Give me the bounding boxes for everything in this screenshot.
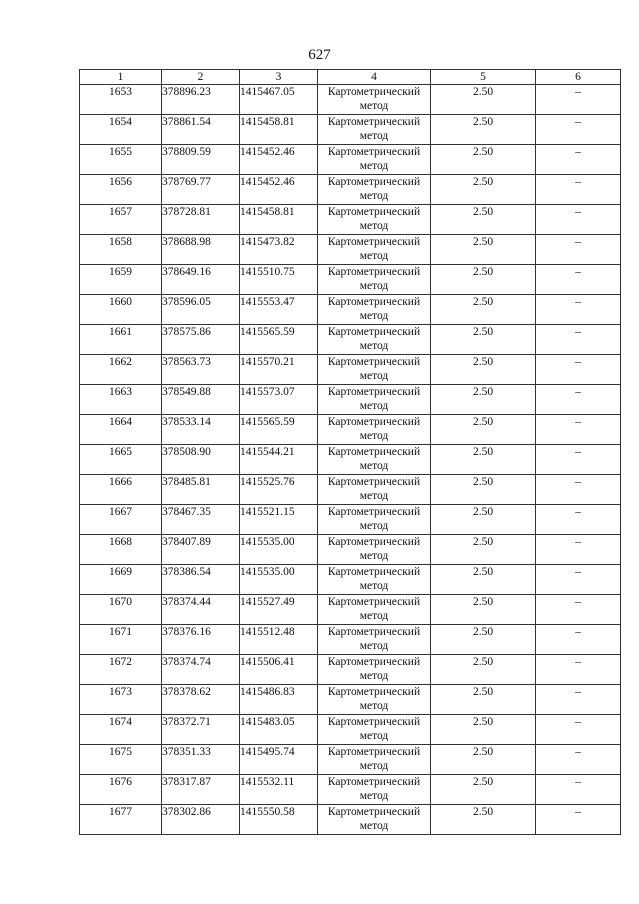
description-cell: – bbox=[536, 535, 621, 565]
x-coordinate-cell: 378372.71 bbox=[162, 715, 240, 745]
accuracy-cell: 2.50 bbox=[431, 445, 536, 475]
y-coordinate-cell: 1415512.48 bbox=[240, 625, 318, 655]
method-cell: Картометрический метод bbox=[318, 475, 431, 505]
x-coordinate-cell: 378575.86 bbox=[162, 325, 240, 355]
column-header-5: 5 bbox=[431, 70, 536, 85]
y-coordinate-cell: 1415532.11 bbox=[240, 775, 318, 805]
accuracy-cell: 2.50 bbox=[431, 235, 536, 265]
method-cell: Картометрический метод bbox=[318, 745, 431, 775]
y-coordinate-cell: 1415473.82 bbox=[240, 235, 318, 265]
x-coordinate-cell: 378563.73 bbox=[162, 355, 240, 385]
table-row bbox=[80, 175, 621, 205]
table-row bbox=[80, 535, 621, 565]
table-row bbox=[80, 355, 621, 385]
description-cell: – bbox=[536, 775, 621, 805]
accuracy-cell: 2.50 bbox=[431, 115, 536, 145]
table-row bbox=[80, 625, 621, 655]
point-number-cell: 1661 bbox=[80, 325, 162, 355]
method-cell: Картометрический метод bbox=[318, 445, 431, 475]
description-cell: – bbox=[536, 715, 621, 745]
point-number-cell: 1666 bbox=[80, 475, 162, 505]
accuracy-cell: 2.50 bbox=[431, 355, 536, 385]
accuracy-cell: 2.50 bbox=[431, 145, 536, 175]
point-number-cell: 1672 bbox=[80, 655, 162, 685]
description-cell: – bbox=[536, 505, 621, 535]
point-number-cell: 1676 bbox=[80, 775, 162, 805]
accuracy-cell: 2.50 bbox=[431, 805, 536, 835]
table-row bbox=[80, 445, 621, 475]
point-number-cell: 1674 bbox=[80, 715, 162, 745]
point-number-cell: 1669 bbox=[80, 565, 162, 595]
point-number-cell: 1677 bbox=[80, 805, 162, 835]
y-coordinate-cell: 1415570.21 bbox=[240, 355, 318, 385]
method-cell: Картометрический метод bbox=[318, 595, 431, 625]
accuracy-cell: 2.50 bbox=[431, 415, 536, 445]
accuracy-cell: 2.50 bbox=[431, 385, 536, 415]
description-cell: – bbox=[536, 565, 621, 595]
table-row bbox=[80, 685, 621, 715]
method-cell: Картометрический метод bbox=[318, 205, 431, 235]
x-coordinate-cell: 378386.54 bbox=[162, 565, 240, 595]
accuracy-cell: 2.50 bbox=[431, 535, 536, 565]
x-coordinate-cell: 378769.77 bbox=[162, 175, 240, 205]
description-cell: – bbox=[536, 115, 621, 145]
x-coordinate-cell: 378485.81 bbox=[162, 475, 240, 505]
description-cell: – bbox=[536, 205, 621, 235]
point-number-cell: 1654 bbox=[80, 115, 162, 145]
accuracy-cell: 2.50 bbox=[431, 595, 536, 625]
y-coordinate-cell: 1415535.00 bbox=[240, 535, 318, 565]
accuracy-cell: 2.50 bbox=[431, 85, 536, 115]
point-number-cell: 1671 bbox=[80, 625, 162, 655]
x-coordinate-cell: 378549.88 bbox=[162, 385, 240, 415]
table-row bbox=[80, 385, 621, 415]
y-coordinate-cell: 1415506.41 bbox=[240, 655, 318, 685]
y-coordinate-cell: 1415458.81 bbox=[240, 115, 318, 145]
method-cell: Картометрический метод bbox=[318, 505, 431, 535]
table-body bbox=[80, 85, 621, 835]
method-cell: Картометрический метод bbox=[318, 265, 431, 295]
description-cell: – bbox=[536, 685, 621, 715]
table-row bbox=[80, 565, 621, 595]
y-coordinate-cell: 1415553.47 bbox=[240, 295, 318, 325]
method-cell: Картометрический метод bbox=[318, 535, 431, 565]
accuracy-cell: 2.50 bbox=[431, 325, 536, 355]
column-header-6: 6 bbox=[536, 70, 621, 85]
method-cell: Картометрический метод bbox=[318, 325, 431, 355]
x-coordinate-cell: 378302.86 bbox=[162, 805, 240, 835]
column-header-4: 4 bbox=[318, 70, 431, 85]
method-cell: Картометрический метод bbox=[318, 385, 431, 415]
y-coordinate-cell: 1415458.81 bbox=[240, 205, 318, 235]
x-coordinate-cell: 378728.81 bbox=[162, 205, 240, 235]
table-row bbox=[80, 595, 621, 625]
column-header-1: 1 bbox=[80, 70, 162, 85]
y-coordinate-cell: 1415565.59 bbox=[240, 325, 318, 355]
accuracy-cell: 2.50 bbox=[431, 175, 536, 205]
point-number-cell: 1667 bbox=[80, 505, 162, 535]
description-cell: – bbox=[536, 265, 621, 295]
y-coordinate-cell: 1415495.74 bbox=[240, 745, 318, 775]
method-cell: Картометрический метод bbox=[318, 625, 431, 655]
y-coordinate-cell: 1415550.58 bbox=[240, 805, 318, 835]
point-number-cell: 1665 bbox=[80, 445, 162, 475]
y-coordinate-cell: 1415527.49 bbox=[240, 595, 318, 625]
table-row bbox=[80, 745, 621, 775]
x-coordinate-cell: 378688.98 bbox=[162, 235, 240, 265]
point-number-cell: 1662 bbox=[80, 355, 162, 385]
y-coordinate-cell: 1415565.59 bbox=[240, 415, 318, 445]
accuracy-cell: 2.50 bbox=[431, 745, 536, 775]
accuracy-cell: 2.50 bbox=[431, 775, 536, 805]
point-number-cell: 1675 bbox=[80, 745, 162, 775]
y-coordinate-cell: 1415573.07 bbox=[240, 385, 318, 415]
table-row bbox=[80, 85, 621, 115]
method-cell: Картометрический метод bbox=[318, 355, 431, 385]
accuracy-cell: 2.50 bbox=[431, 295, 536, 325]
point-number-cell: 1653 bbox=[80, 85, 162, 115]
y-coordinate-cell: 1415483.05 bbox=[240, 715, 318, 745]
table-row bbox=[80, 145, 621, 175]
x-coordinate-cell: 378809.59 bbox=[162, 145, 240, 175]
method-cell: Картометрический метод bbox=[318, 565, 431, 595]
x-coordinate-cell: 378351.33 bbox=[162, 745, 240, 775]
point-number-cell: 1673 bbox=[80, 685, 162, 715]
x-coordinate-cell: 378467.35 bbox=[162, 505, 240, 535]
method-cell: Картометрический метод bbox=[318, 295, 431, 325]
y-coordinate-cell: 1415521.15 bbox=[240, 505, 318, 535]
y-coordinate-cell: 1415544.21 bbox=[240, 445, 318, 475]
x-coordinate-cell: 378407.89 bbox=[162, 535, 240, 565]
page-number: 627 bbox=[308, 47, 331, 63]
x-coordinate-cell: 378896.23 bbox=[162, 85, 240, 115]
table-row bbox=[80, 235, 621, 265]
method-cell: Картометрический метод bbox=[318, 235, 431, 265]
description-cell: – bbox=[536, 235, 621, 265]
description-cell: – bbox=[536, 175, 621, 205]
point-number-cell: 1658 bbox=[80, 235, 162, 265]
x-coordinate-cell: 378596.05 bbox=[162, 295, 240, 325]
accuracy-cell: 2.50 bbox=[431, 205, 536, 235]
coordinates-table bbox=[79, 69, 621, 835]
table-header bbox=[80, 70, 621, 85]
table-row bbox=[80, 715, 621, 745]
x-coordinate-cell: 378376.16 bbox=[162, 625, 240, 655]
x-coordinate-cell: 378508.90 bbox=[162, 445, 240, 475]
method-cell: Картометрический метод bbox=[318, 115, 431, 145]
point-number-cell: 1663 bbox=[80, 385, 162, 415]
x-coordinate-cell: 378649.16 bbox=[162, 265, 240, 295]
point-number-cell: 1660 bbox=[80, 295, 162, 325]
method-cell: Картометрический метод bbox=[318, 685, 431, 715]
accuracy-cell: 2.50 bbox=[431, 685, 536, 715]
method-cell: Картометрический метод bbox=[318, 655, 431, 685]
table-row bbox=[80, 265, 621, 295]
point-number-cell: 1657 bbox=[80, 205, 162, 235]
table-row bbox=[80, 295, 621, 325]
table-row bbox=[80, 115, 621, 145]
point-number-cell: 1664 bbox=[80, 415, 162, 445]
table-row bbox=[80, 775, 621, 805]
point-number-cell: 1656 bbox=[80, 175, 162, 205]
description-cell: – bbox=[536, 415, 621, 445]
accuracy-cell: 2.50 bbox=[431, 475, 536, 505]
y-coordinate-cell: 1415486.83 bbox=[240, 685, 318, 715]
method-cell: Картометрический метод bbox=[318, 715, 431, 745]
x-coordinate-cell: 378374.44 bbox=[162, 595, 240, 625]
accuracy-cell: 2.50 bbox=[431, 505, 536, 535]
accuracy-cell: 2.50 bbox=[431, 655, 536, 685]
x-coordinate-cell: 378317.87 bbox=[162, 775, 240, 805]
accuracy-cell: 2.50 bbox=[431, 715, 536, 745]
description-cell: – bbox=[536, 595, 621, 625]
description-cell: – bbox=[536, 625, 621, 655]
accuracy-cell: 2.50 bbox=[431, 265, 536, 295]
description-cell: – bbox=[536, 295, 621, 325]
description-cell: – bbox=[536, 145, 621, 175]
table-row bbox=[80, 415, 621, 445]
y-coordinate-cell: 1415467.05 bbox=[240, 85, 318, 115]
method-cell: Картометрический метод bbox=[318, 175, 431, 205]
method-cell: Картометрический метод bbox=[318, 805, 431, 835]
y-coordinate-cell: 1415452.46 bbox=[240, 175, 318, 205]
point-number-cell: 1659 bbox=[80, 265, 162, 295]
table-row bbox=[80, 325, 621, 355]
description-cell: – bbox=[536, 85, 621, 115]
description-cell: – bbox=[536, 445, 621, 475]
point-number-cell: 1668 bbox=[80, 535, 162, 565]
header-row bbox=[80, 70, 621, 85]
point-number-cell: 1670 bbox=[80, 595, 162, 625]
column-header-3: 3 bbox=[240, 70, 318, 85]
method-cell: Картометрический метод bbox=[318, 145, 431, 175]
description-cell: – bbox=[536, 325, 621, 355]
y-coordinate-cell: 1415452.46 bbox=[240, 145, 318, 175]
description-cell: – bbox=[536, 355, 621, 385]
x-coordinate-cell: 378533.14 bbox=[162, 415, 240, 445]
x-coordinate-cell: 378378.62 bbox=[162, 685, 240, 715]
y-coordinate-cell: 1415525.76 bbox=[240, 475, 318, 505]
table-row bbox=[80, 805, 621, 835]
description-cell: – bbox=[536, 385, 621, 415]
point-number-cell: 1655 bbox=[80, 145, 162, 175]
accuracy-cell: 2.50 bbox=[431, 565, 536, 595]
accuracy-cell: 2.50 bbox=[431, 625, 536, 655]
x-coordinate-cell: 378374.74 bbox=[162, 655, 240, 685]
description-cell: – bbox=[536, 475, 621, 505]
column-header-2: 2 bbox=[162, 70, 240, 85]
method-cell: Картометрический метод bbox=[318, 85, 431, 115]
description-cell: – bbox=[536, 745, 621, 775]
description-cell: – bbox=[536, 655, 621, 685]
method-cell: Картометрический метод bbox=[318, 775, 431, 805]
table-row bbox=[80, 505, 621, 535]
y-coordinate-cell: 1415510.75 bbox=[240, 265, 318, 295]
method-cell: Картометрический метод bbox=[318, 415, 431, 445]
y-coordinate-cell: 1415535.00 bbox=[240, 565, 318, 595]
description-cell: – bbox=[536, 805, 621, 835]
table-row bbox=[80, 655, 621, 685]
x-coordinate-cell: 378861.54 bbox=[162, 115, 240, 145]
table-row bbox=[80, 475, 621, 505]
table-row bbox=[80, 205, 621, 235]
